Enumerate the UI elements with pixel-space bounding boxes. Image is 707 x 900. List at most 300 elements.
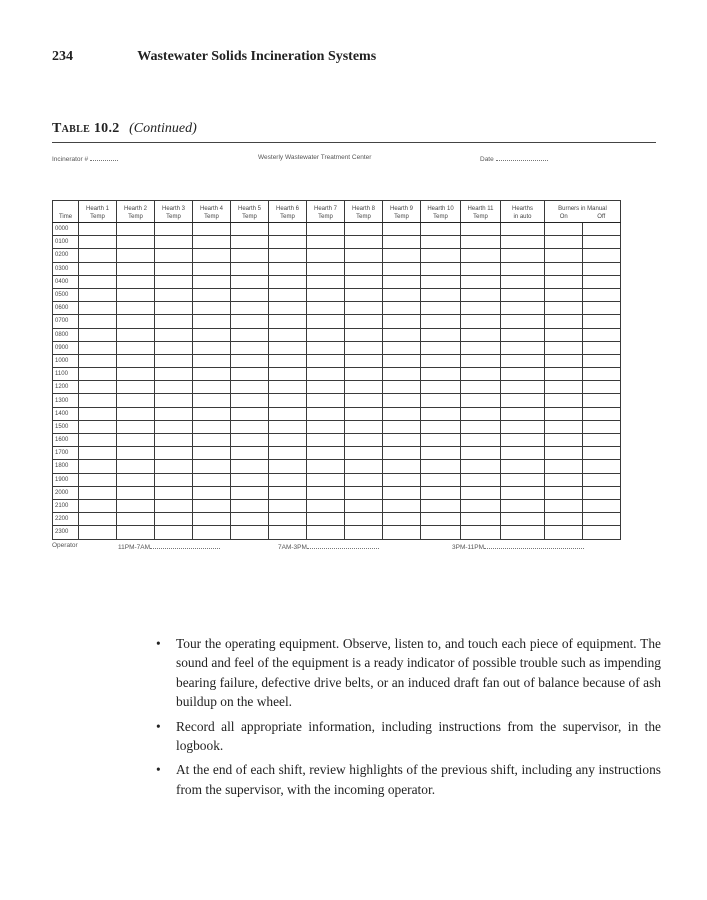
entry-cell [345, 434, 383, 447]
entry-cell [193, 328, 231, 341]
entry-cell [307, 315, 345, 328]
entry-cell [345, 420, 383, 433]
entry-cell [155, 262, 193, 275]
col-header: Hearth 2 Temp [117, 201, 155, 223]
entry-cell [231, 499, 269, 512]
entry-cell [193, 236, 231, 249]
entry-cell [117, 526, 155, 539]
entry-cell [345, 526, 383, 539]
entry-cell [79, 499, 117, 512]
entry-cell [545, 262, 583, 275]
entry-cell [155, 223, 193, 236]
entry-cell [79, 354, 117, 367]
entry-cell [501, 341, 545, 354]
entry-cell [231, 262, 269, 275]
entry-cell [383, 315, 421, 328]
entry-cell [231, 302, 269, 315]
date-label: Date [480, 156, 494, 163]
entry-cell [421, 249, 461, 262]
incinerator-field [52, 154, 118, 163]
entry-cell [421, 513, 461, 526]
entry-cell [345, 513, 383, 526]
entry-cell [155, 341, 193, 354]
entry-cell [117, 407, 155, 420]
entry-cell [383, 526, 421, 539]
entry-cell [421, 275, 461, 288]
entry-cell [155, 407, 193, 420]
entry-cell [117, 249, 155, 262]
entry-cell [307, 328, 345, 341]
entry-cell [117, 341, 155, 354]
entry-cell [545, 275, 583, 288]
time-cell: 1300 [53, 394, 79, 407]
entry-cell [231, 394, 269, 407]
entry-cell [383, 328, 421, 341]
col-header: Hearth 1 Temp [79, 201, 117, 223]
entry-cell [155, 513, 193, 526]
entry-cell [269, 420, 307, 433]
entry-cell [79, 262, 117, 275]
shift-field: 11PM-7AM [118, 542, 220, 551]
time-cell: 0300 [53, 262, 79, 275]
entry-cell [117, 460, 155, 473]
entry-cell [501, 328, 545, 341]
table-continued: (Continued) [129, 121, 197, 136]
entry-cell [383, 381, 421, 394]
entry-cell [269, 262, 307, 275]
entry-cell [461, 236, 501, 249]
entry-cell [345, 473, 383, 486]
entry-cell [269, 381, 307, 394]
entry-cell [155, 302, 193, 315]
table-row [53, 249, 621, 262]
entry-cell [383, 473, 421, 486]
table-row [53, 473, 621, 486]
entry-cell [461, 315, 501, 328]
entry-cell [345, 486, 383, 499]
entry-cell [383, 486, 421, 499]
entry-cell [231, 434, 269, 447]
entry-cell [193, 394, 231, 407]
entry-cell [583, 236, 621, 249]
entry-cell [231, 354, 269, 367]
header-row [53, 201, 621, 223]
entry-cell [231, 526, 269, 539]
entry-cell [79, 473, 117, 486]
entry-cell [155, 354, 193, 367]
table-row [53, 288, 621, 301]
entry-cell [421, 262, 461, 275]
entry-cell [307, 341, 345, 354]
table-row [53, 328, 621, 341]
time-cell: 1800 [53, 460, 79, 473]
entry-cell [583, 447, 621, 460]
entry-cell [79, 447, 117, 460]
col-header: Hearth 5 Temp [231, 201, 269, 223]
entry-cell [383, 262, 421, 275]
table-row [53, 223, 621, 236]
entry-cell [231, 407, 269, 420]
entry-cell [501, 420, 545, 433]
entry-cell [193, 526, 231, 539]
entry-cell [193, 447, 231, 460]
time-cell: 2200 [53, 513, 79, 526]
entry-cell [421, 447, 461, 460]
entry-cell [345, 288, 383, 301]
time-cell: 1500 [53, 420, 79, 433]
entry-cell [461, 513, 501, 526]
entry-cell [193, 460, 231, 473]
table-row [53, 447, 621, 460]
table-caption [52, 121, 197, 137]
entry-cell [583, 262, 621, 275]
entry-cell [421, 288, 461, 301]
entry-cell [307, 354, 345, 367]
table-row [53, 499, 621, 512]
time-cell: 1400 [53, 407, 79, 420]
list-item: • Record all appropriate information, including instructions from the supervisor, in the logbook. [156, 718, 661, 754]
burners-header: Burners in Manual On Off [545, 201, 621, 223]
entry-cell [501, 407, 545, 420]
entry-cell [307, 434, 345, 447]
list-item: • Tour the operating equipment. Observe, listen to, and touch each piece of equipment. The sound and feel of the equipment is a ready indicator of possible trouble such as impending bearing failure, defective drive belts, or an induced draft fan out of balance because of ash buildup on the wheel. [156, 636, 661, 710]
incinerator-label: Incinerator # [52, 156, 89, 163]
entry-cell [545, 447, 583, 460]
entry-cell [345, 236, 383, 249]
entry-cell [545, 526, 583, 539]
entry-cell [79, 341, 117, 354]
entry-cell [117, 420, 155, 433]
entry-cell [117, 236, 155, 249]
entry-cell [307, 394, 345, 407]
entry-cell [231, 328, 269, 341]
entry-cell [583, 394, 621, 407]
entry-cell [545, 354, 583, 367]
entry-cell [193, 354, 231, 367]
entry-cell [117, 381, 155, 394]
entry-cell [501, 473, 545, 486]
entry-cell [345, 275, 383, 288]
entry-cell [583, 473, 621, 486]
table-row [53, 236, 621, 249]
entry-cell [269, 328, 307, 341]
entry-cell [421, 236, 461, 249]
entry-cell [461, 460, 501, 473]
entry-cell [231, 513, 269, 526]
entry-cell [155, 368, 193, 381]
entry-cell [231, 275, 269, 288]
entry-cell [501, 394, 545, 407]
entry-cell [501, 460, 545, 473]
incinerator-log-form [52, 150, 632, 565]
entry-cell [421, 486, 461, 499]
entry-cell [307, 407, 345, 420]
entry-cell [155, 288, 193, 301]
entry-cell [501, 368, 545, 381]
entry-cell [461, 223, 501, 236]
entry-cell [193, 513, 231, 526]
shift-field: 7AM-3PM [278, 542, 379, 551]
entry-cell [545, 420, 583, 433]
entry-cell [461, 275, 501, 288]
entry-cell [501, 499, 545, 512]
entry-cell [307, 499, 345, 512]
entry-cell [193, 473, 231, 486]
entry-cell [583, 275, 621, 288]
entry-cell [269, 407, 307, 420]
entry-cell [501, 302, 545, 315]
entry-cell [461, 434, 501, 447]
entry-cell [307, 302, 345, 315]
entry-cell [307, 526, 345, 539]
entry-cell [307, 473, 345, 486]
entry-cell [383, 420, 421, 433]
entry-cell [583, 381, 621, 394]
time-cell: 0500 [53, 288, 79, 301]
entry-cell [545, 473, 583, 486]
entry-cell [193, 315, 231, 328]
entry-cell [307, 223, 345, 236]
entry-cell [501, 354, 545, 367]
time-cell: 1100 [53, 368, 79, 381]
col-header: Hearth 9 Temp [383, 201, 421, 223]
entry-cell [307, 368, 345, 381]
table-row [53, 341, 621, 354]
entry-cell [193, 341, 231, 354]
entry-cell [583, 315, 621, 328]
entry-cell [155, 394, 193, 407]
entry-cell [421, 420, 461, 433]
col-header: Hearth 7 Temp [307, 201, 345, 223]
entry-cell [583, 513, 621, 526]
entry-cell [117, 315, 155, 328]
incinerator-blank [90, 154, 118, 161]
entry-cell [383, 447, 421, 460]
entry-cell [583, 526, 621, 539]
entry-cell [501, 288, 545, 301]
entry-cell [155, 236, 193, 249]
time-cell: 1000 [53, 354, 79, 367]
entry-cell [269, 434, 307, 447]
entry-cell [193, 407, 231, 420]
entry-cell [307, 288, 345, 301]
entry-cell [231, 486, 269, 499]
entry-cell [421, 223, 461, 236]
col-header: Hearth 4 Temp [193, 201, 231, 223]
entry-cell [269, 249, 307, 262]
entry-cell [117, 262, 155, 275]
entry-cell [231, 368, 269, 381]
entry-cell [345, 354, 383, 367]
entry-cell [269, 354, 307, 367]
entry-cell [461, 368, 501, 381]
entry-cell [269, 368, 307, 381]
log-table-body [53, 223, 621, 540]
entry-cell [231, 236, 269, 249]
entry-cell [583, 499, 621, 512]
time-cell: 1600 [53, 434, 79, 447]
time-cell: 1700 [53, 447, 79, 460]
entry-cell [269, 302, 307, 315]
operator-label: Operator [52, 542, 78, 549]
entry-cell [79, 315, 117, 328]
entry-cell [501, 236, 545, 249]
entry-cell [545, 315, 583, 328]
table-label: Table 10.2 [52, 121, 120, 136]
entry-cell [193, 434, 231, 447]
entry-cell [501, 513, 545, 526]
entry-cell [461, 526, 501, 539]
entry-cell [79, 526, 117, 539]
table-row [53, 275, 621, 288]
entry-cell [501, 223, 545, 236]
entry-cell [193, 381, 231, 394]
entry-cell [193, 288, 231, 301]
entry-cell [501, 486, 545, 499]
entry-cell [501, 381, 545, 394]
table-row [53, 526, 621, 539]
entry-cell [461, 499, 501, 512]
time-cell: 1200 [53, 381, 79, 394]
time-cell: 0900 [53, 341, 79, 354]
entry-cell [345, 223, 383, 236]
entry-cell [383, 302, 421, 315]
entry-cell [421, 368, 461, 381]
entry-cell [383, 513, 421, 526]
entry-cell [269, 275, 307, 288]
entry-cell [269, 486, 307, 499]
table-row [53, 262, 621, 275]
entry-cell [545, 499, 583, 512]
entry-cell [545, 513, 583, 526]
entry-cell [545, 302, 583, 315]
entry-cell [345, 249, 383, 262]
entry-cell [79, 434, 117, 447]
col-header: Hearth 3 Temp [155, 201, 193, 223]
entry-cell [461, 407, 501, 420]
entry-cell [231, 420, 269, 433]
entry-cell [461, 288, 501, 301]
entry-cell [421, 526, 461, 539]
entry-cell [383, 288, 421, 301]
entry-cell [269, 341, 307, 354]
entry-cell [79, 223, 117, 236]
entry-cell [345, 499, 383, 512]
entry-cell [231, 315, 269, 328]
entry-cell [421, 473, 461, 486]
entry-cell [501, 526, 545, 539]
log-table [52, 200, 621, 540]
entry-cell [461, 249, 501, 262]
entry-cell [421, 407, 461, 420]
time-cell: 0800 [53, 328, 79, 341]
col-header: Hearth 6 Temp [269, 201, 307, 223]
caption-rule [52, 142, 656, 143]
entry-cell [117, 368, 155, 381]
entry-cell [501, 434, 545, 447]
table-row [53, 434, 621, 447]
entry-cell [269, 394, 307, 407]
entry-cell [79, 486, 117, 499]
entry-cell [461, 341, 501, 354]
entry-cell [231, 288, 269, 301]
entry-cell [117, 513, 155, 526]
entry-cell [545, 394, 583, 407]
entry-cell [155, 249, 193, 262]
entry-cell [79, 407, 117, 420]
entry-cell [583, 249, 621, 262]
entry-cell [155, 328, 193, 341]
entry-cell [345, 368, 383, 381]
entry-cell [193, 302, 231, 315]
list-item: • At the end of each shift, review highlights of the previous shift, including any instructions from the supervisor, with the incoming operator. [156, 762, 661, 797]
entry-cell [307, 249, 345, 262]
entry-cell [421, 394, 461, 407]
entry-cell [345, 341, 383, 354]
running-title: Wastewater Solids Incineration Systems [137, 49, 377, 64]
time-cell: 0100 [53, 236, 79, 249]
time-header: Time [53, 201, 79, 223]
entry-cell [545, 407, 583, 420]
entry-cell [421, 381, 461, 394]
entry-cell [501, 275, 545, 288]
entry-cell [231, 249, 269, 262]
entry-cell [383, 236, 421, 249]
entry-cell [461, 328, 501, 341]
entry-cell [307, 486, 345, 499]
entry-cell [79, 513, 117, 526]
entry-cell [307, 447, 345, 460]
entry-cell [545, 368, 583, 381]
table-row [53, 315, 621, 328]
entry-cell [193, 262, 231, 275]
entry-cell [501, 249, 545, 262]
entry-cell [583, 486, 621, 499]
entry-cell [461, 420, 501, 433]
entry-cell [583, 368, 621, 381]
entry-cell [79, 381, 117, 394]
bullet-icon: • [156, 762, 161, 778]
entry-cell [583, 341, 621, 354]
entry-cell [307, 262, 345, 275]
entry-cell [545, 341, 583, 354]
entry-cell [231, 460, 269, 473]
entry-cell [79, 302, 117, 315]
entry-cell [307, 275, 345, 288]
entry-cell [79, 275, 117, 288]
entry-cell [461, 486, 501, 499]
table-row [53, 486, 621, 499]
entry-cell [383, 368, 421, 381]
entry-cell [193, 420, 231, 433]
entry-cell [79, 236, 117, 249]
entry-cell [155, 473, 193, 486]
entry-cell [383, 434, 421, 447]
entry-cell [421, 328, 461, 341]
entry-cell [583, 407, 621, 420]
entry-cell [383, 394, 421, 407]
entry-cell [461, 447, 501, 460]
entry-cell [117, 394, 155, 407]
entry-cell [155, 499, 193, 512]
entry-cell [545, 249, 583, 262]
bullet-icon: • [156, 636, 161, 651]
entry-cell [583, 288, 621, 301]
entry-cell [117, 354, 155, 367]
entry-cell [421, 302, 461, 315]
entry-cell [155, 434, 193, 447]
entry-cell [545, 223, 583, 236]
